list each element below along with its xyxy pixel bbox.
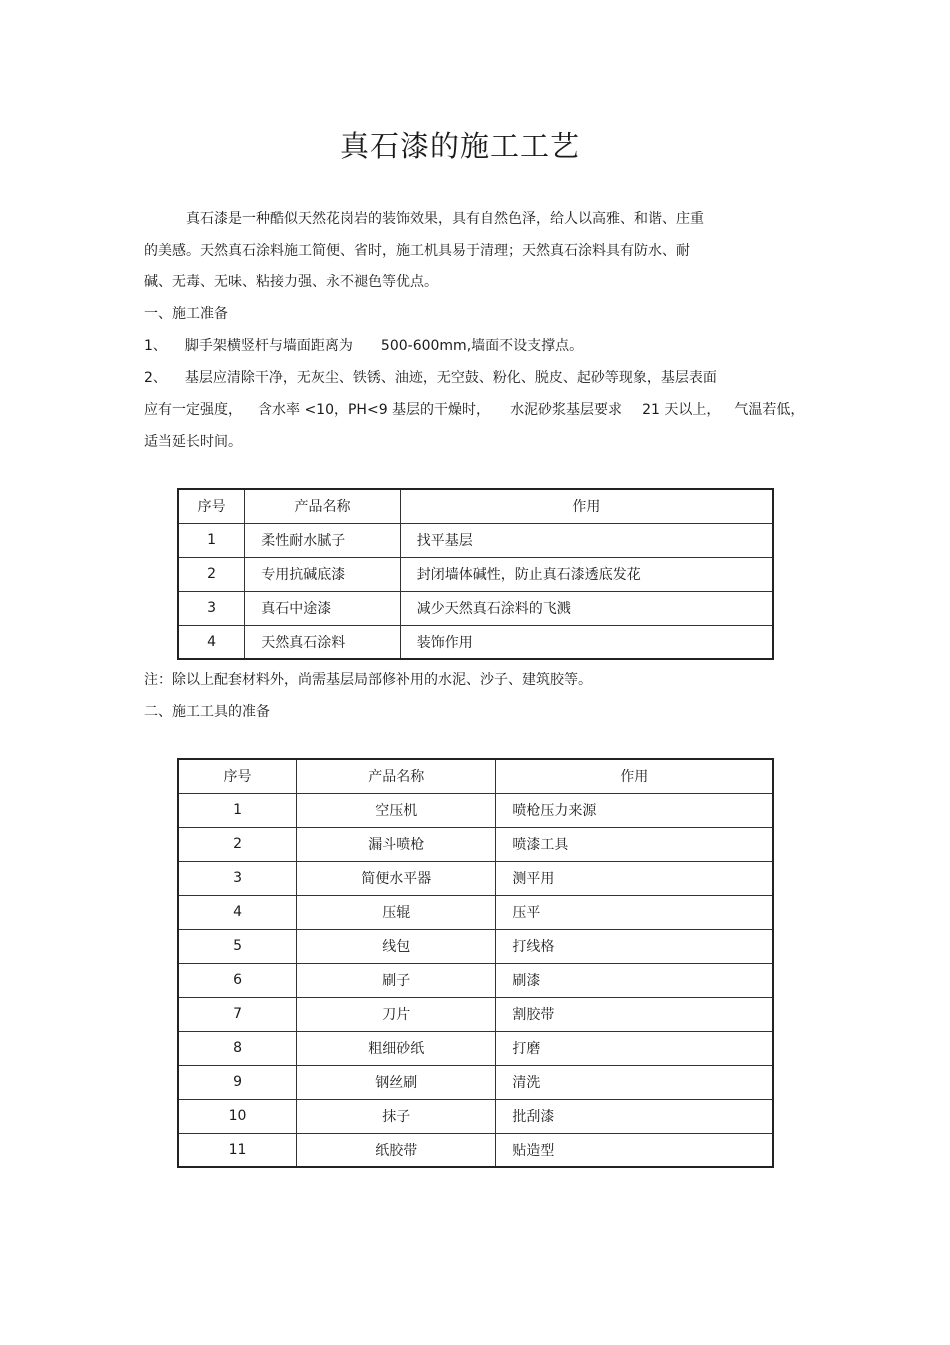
table-header-row (178, 489, 773, 523)
prep-item-2 (144, 369, 717, 387)
prep-item-2-text-a: 基层应清除干净，无灰尘、铁锈、油迹，无空鼓、粉化、脱皮、起砂等现象，基层表面 (184, 370, 717, 386)
cell-purpose: 减少天然真石涂料的飞溅 (400, 591, 773, 625)
tools-table (177, 758, 774, 1168)
table-row (178, 861, 773, 895)
cell-product-name: 压辊 (297, 895, 496, 929)
cell-product-name: 简便水平器 (297, 861, 496, 895)
cell-index: 3 (178, 591, 245, 625)
prep-item-2-number: 2、 (144, 370, 167, 386)
cell-purpose: 喷漆工具 (496, 827, 773, 861)
cell-purpose: 压平 (496, 895, 773, 929)
cell-index: 3 (178, 861, 297, 895)
cell-purpose: 批刮漆 (496, 1099, 773, 1133)
cell-index: 11 (178, 1133, 297, 1167)
cell-index: 7 (178, 997, 297, 1031)
cell-index: 2 (178, 827, 297, 861)
cell-purpose: 装饰作用 (400, 625, 773, 659)
intro-line-1: 真石漆是一种酷似天然花岗岩的装饰效果，具有自然色泽，给人以高雅、和谐、庄重 (186, 211, 704, 227)
table-header-row (178, 759, 773, 793)
prep-item-1-text-b: 500-600mm,墙面不设支撑点。 (380, 338, 584, 354)
cell-product-name: 专用抗碱底漆 (245, 557, 401, 591)
cell-product-name: 刷子 (297, 963, 496, 997)
section1-heading: 一、施工准备 (144, 306, 228, 322)
cell-purpose: 清洗 (496, 1065, 773, 1099)
table-row (178, 827, 773, 861)
prep-item-2-end: 适当延长时间。 (144, 434, 242, 450)
cell-product-name: 漏斗喷枪 (297, 827, 496, 861)
header-index: 序号 (178, 759, 297, 793)
cell-purpose: 测平用 (496, 861, 773, 895)
prep-item-2-continued (144, 401, 804, 419)
cell-index: 9 (178, 1065, 297, 1099)
cell-index: 6 (178, 963, 297, 997)
table-row (178, 591, 773, 625)
table-row (178, 557, 773, 591)
table-row (178, 1133, 773, 1167)
prep-item-2-part-4: 21 天以上， (642, 402, 721, 418)
prep-item-2-part-3: 水泥砂浆基层要求 (510, 402, 623, 418)
cell-product-name: 天然真石涂料 (245, 625, 401, 659)
cell-product-name: 柔性耐水腻子 (245, 523, 401, 557)
cell-index: 5 (178, 929, 297, 963)
cell-product-name: 纸胶带 (297, 1133, 496, 1167)
table-row (178, 1065, 773, 1099)
prep-item-2-part-1: 应有一定强度， (144, 402, 242, 418)
header-product-name: 产品名称 (297, 759, 496, 793)
cell-purpose: 打磨 (496, 1031, 773, 1065)
header-purpose: 作用 (496, 759, 773, 793)
cell-purpose: 封闭墙体碱性，防止真石漆透底发花 (400, 557, 773, 591)
cell-purpose: 找平基层 (400, 523, 773, 557)
cell-purpose: 刷漆 (496, 963, 773, 997)
cell-product-name: 线包 (297, 929, 496, 963)
cell-index: 4 (178, 625, 245, 659)
prep-item-2-part-2: 含水率 <10，PH<9 基层的干燥时， (258, 402, 491, 418)
prep-item-1 (144, 337, 583, 355)
prep-item-1-number: 1、 (144, 338, 167, 354)
table-row (178, 1031, 773, 1065)
table-row (178, 929, 773, 963)
table-row (178, 997, 773, 1031)
cell-index: 1 (178, 523, 245, 557)
cell-product-name: 抹子 (297, 1099, 496, 1133)
cell-purpose: 贴造型 (496, 1133, 773, 1167)
cell-purpose: 喷枪压力来源 (496, 793, 773, 827)
cell-product-name: 刀片 (297, 997, 496, 1031)
header-purpose: 作用 (400, 489, 773, 523)
prep-item-2-part-5: 气温若低， (734, 402, 805, 418)
cell-index: 2 (178, 557, 245, 591)
cell-index: 10 (178, 1099, 297, 1133)
cell-index: 4 (178, 895, 297, 929)
intro-line-3: 碱、无毒、无味、粘接力强、永不褪色等优点。 (144, 274, 438, 290)
cell-index: 1 (178, 793, 297, 827)
table-row (178, 793, 773, 827)
table-row (178, 625, 773, 659)
cell-product-name: 真石中途漆 (245, 591, 401, 625)
materials-note: 注：除以上配套材料外，尚需基层局部修补用的水泥、沙子、建筑胶等。 (144, 672, 592, 688)
section2-heading: 二、施工工具的准备 (144, 704, 270, 720)
table-row (178, 1099, 773, 1133)
header-index: 序号 (178, 489, 245, 523)
header-product-name: 产品名称 (245, 489, 401, 523)
page-title: 真石漆的施工工艺 (339, 129, 580, 163)
table-row (178, 963, 773, 997)
materials-table (177, 488, 774, 660)
table-row (178, 895, 773, 929)
cell-purpose: 打线格 (496, 929, 773, 963)
cell-product-name: 钢丝刷 (297, 1065, 496, 1099)
prep-item-1-text-a: 脚手架横竖杆与墙面距离为 (184, 338, 353, 354)
cell-index: 8 (178, 1031, 297, 1065)
cell-product-name: 粗细砂纸 (297, 1031, 496, 1065)
cell-purpose: 割胶带 (496, 997, 773, 1031)
intro-line-2: 的美感。天然真石涂料施工简便、省时，施工机具易于清理；天然真石涂料具有防水、耐 (144, 243, 690, 259)
cell-product-name: 空压机 (297, 793, 496, 827)
table-row (178, 523, 773, 557)
